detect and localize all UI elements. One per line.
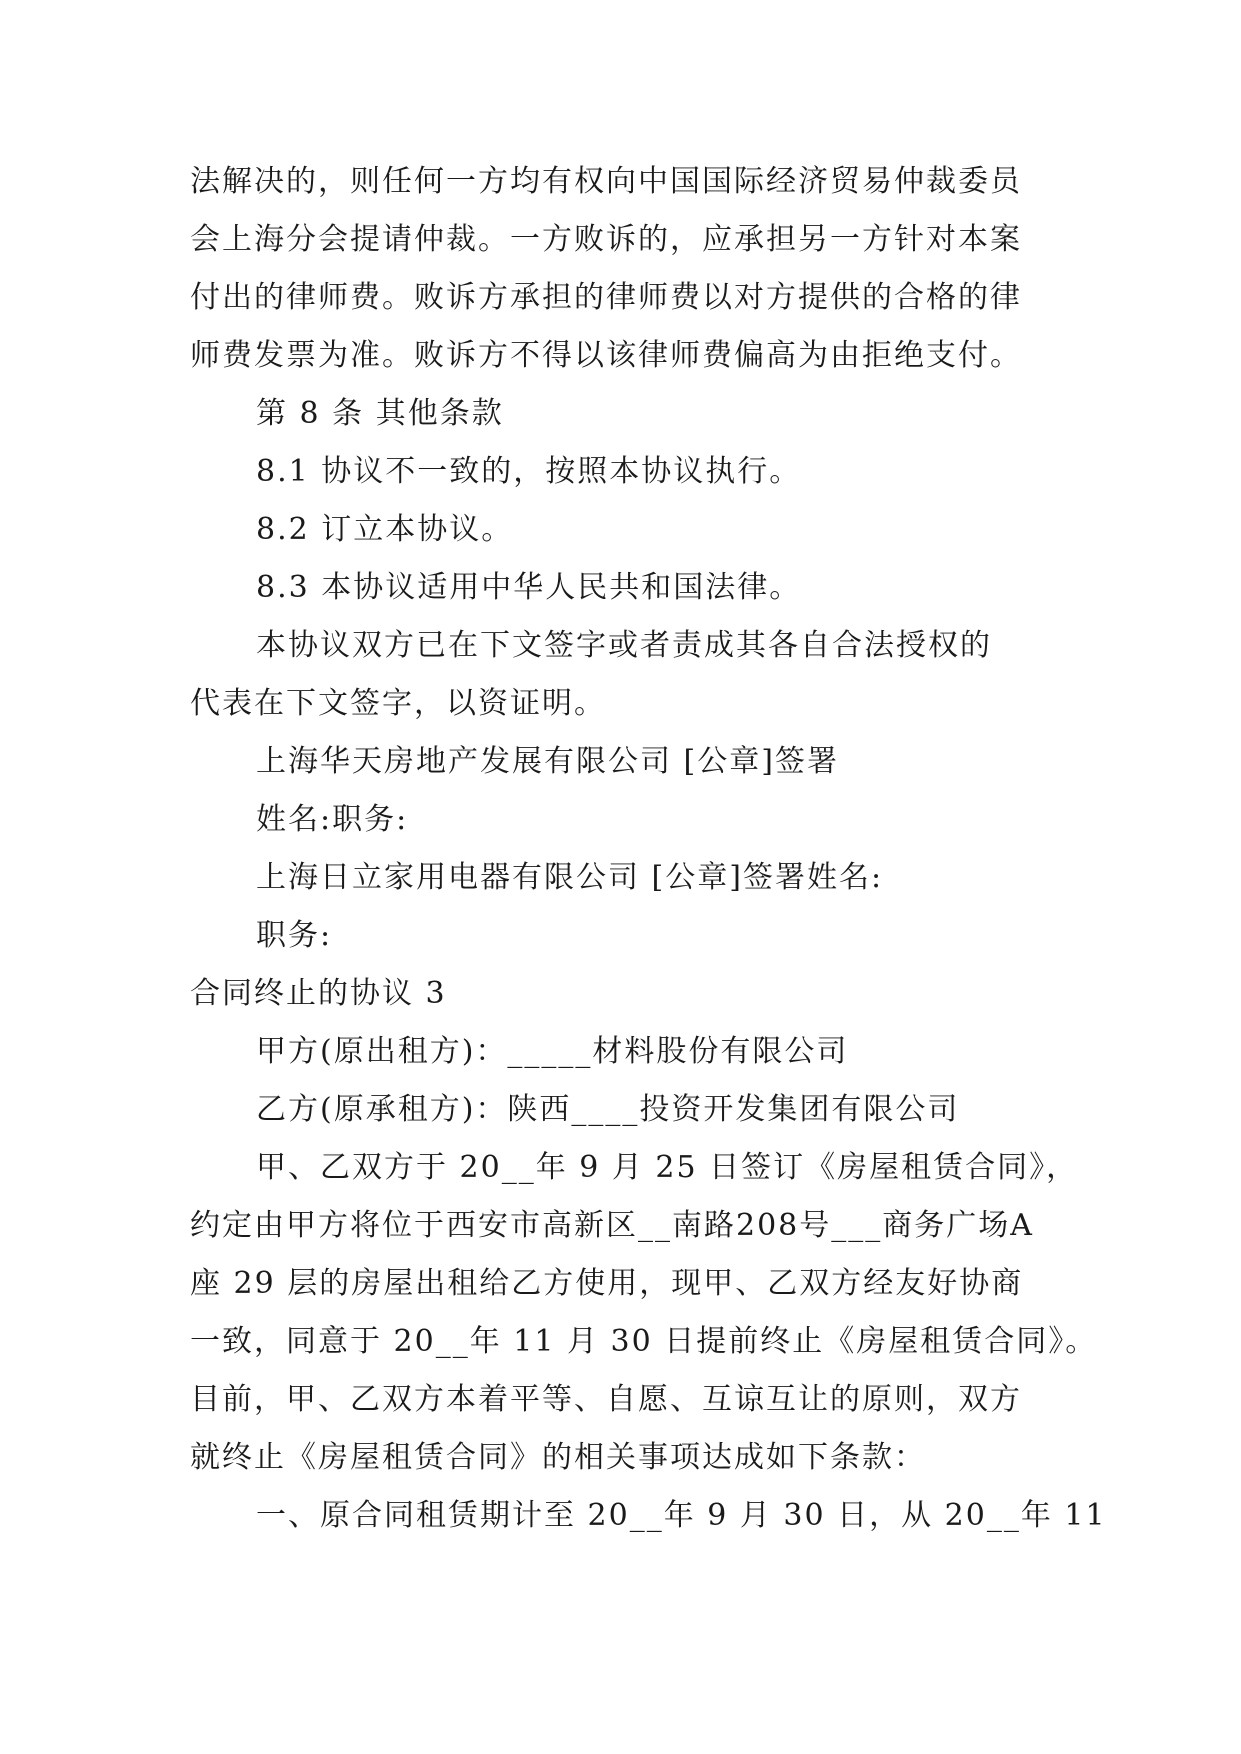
document-title: 合同终止的协议 3: [190, 976, 447, 1011]
paragraph-line: 一、原合同租赁期计至 20__年 9 月 30 日，从 20__年 11: [256, 1498, 1107, 1533]
paragraph-line: 付出的律师费。败诉方承担的律师费以对方提供的合格的律: [190, 280, 1022, 315]
paragraph-line: 本协议双方已在下文签字或者责成其各自合法授权的: [256, 628, 992, 663]
paragraph-line: 甲、乙双方于 20__年 9 月 25 日签订《房屋租赁合同》，: [256, 1150, 1079, 1185]
section-heading: 第 8 条 其他条款: [256, 396, 504, 431]
paragraph-line: 会上海分会提请仲裁。一方败诉的，应承担另一方针对本案: [190, 222, 1022, 257]
clause-line: 8.3 本协议适用中华人民共和国法律。: [256, 570, 802, 605]
clause-line: 8.1 协议不一致的，按照本协议执行。: [256, 454, 802, 489]
paragraph-line: 约定由甲方将位于西安市高新区__南路208号___商务广场A: [190, 1208, 1034, 1243]
signature-line: 上海华天房地产发展有限公司 [公章]签署: [256, 744, 839, 779]
paragraph-line: 法解决的，则任何一方均有权向中国国际经济贸易仲裁委员: [190, 164, 1022, 199]
paragraph-line: 代表在下文签字，以资证明。: [190, 686, 606, 721]
signature-line: 职务:: [256, 918, 333, 953]
paragraph-line: 座 29 层的房屋出租给乙方使用，现甲、乙双方经友好协商: [190, 1266, 1024, 1301]
paragraph-line: 就终止《房屋租赁合同》的相关事项达成如下条款：: [190, 1440, 926, 1475]
signature-line: 姓名:职务:: [256, 802, 409, 837]
paragraph-line: 一致，同意于 20__年 11 月 30 日提前终止《房屋租赁合同》。: [190, 1324, 1098, 1359]
clause-line: 8.2 订立本协议。: [256, 512, 514, 547]
signature-line: 上海日立家用电器有限公司 [公章]签署姓名:: [256, 860, 884, 895]
paragraph-line: 师费发票为准。败诉方不得以该律师费偏高为由拒绝支付。: [190, 338, 1022, 373]
party-line: 甲方(原出租方)：_____材料股份有限公司: [256, 1034, 849, 1069]
party-line: 乙方(原承租方)：陕西____投资开发集团有限公司: [256, 1092, 960, 1127]
paragraph-line: 目前，甲、乙双方本着平等、自愿、互谅互让的原则，双方: [190, 1382, 1022, 1417]
